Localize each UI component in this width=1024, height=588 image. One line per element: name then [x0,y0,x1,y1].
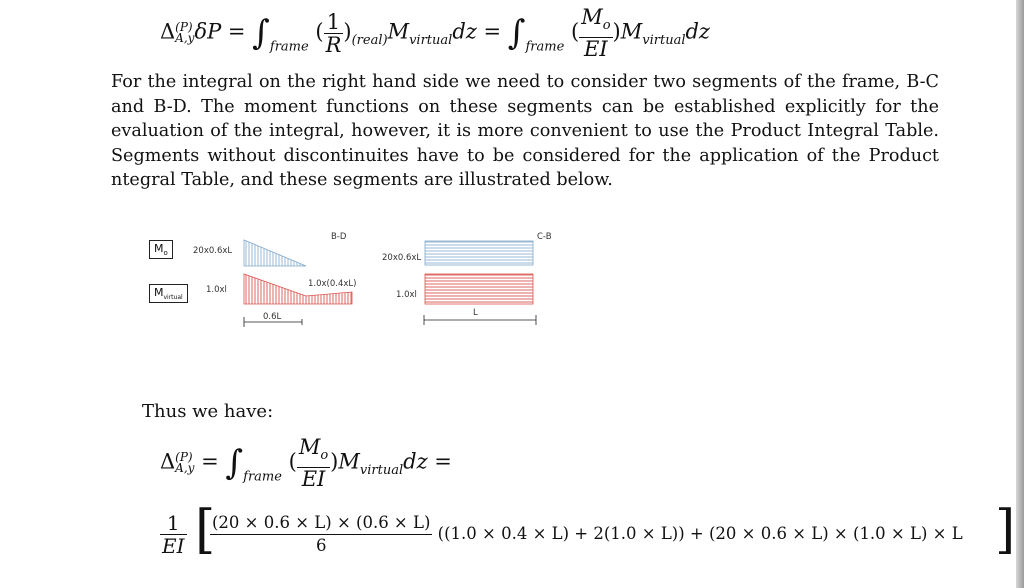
equation-virtual-work [160,6,710,60]
fraction-denominator-4: EI [162,534,185,558]
paren-close: ) [343,19,352,44]
cb-mv-value: 1.0xl [396,290,417,300]
bd-mo-value: 20x0.6xL [193,246,233,256]
dz-term-3: dz = [403,449,452,474]
delta-p-term: δP = [194,19,246,44]
bd-length: 0.6L [263,312,282,322]
virtual-subscript: virtual [409,32,453,48]
bd-mo-triangle [244,240,306,266]
paren-open-3: ( [288,449,297,474]
bd-mv-end-value: 1.0x(0.4xL) [308,279,357,289]
bd-title: B-D [331,232,347,242]
mo-symbol-2: M [298,435,321,459]
mo-symbol: M [581,5,603,29]
integral-sign-3: ∫ [225,443,244,484]
fraction-numerator-2 [579,6,612,37]
paren-open-2: ( [570,19,580,44]
equation-evaluation [160,512,187,557]
bd-mv-trapezoid [244,274,352,304]
delta-symbol: Δ [160,19,176,44]
mo-subscript: o [602,18,611,34]
product-integral-diagram [140,226,560,336]
fraction-numerator-5: (20 × 0.6 × L) × (0.6 × L) [212,513,431,532]
subscript-ay: A,y [175,31,195,46]
integral-subscript: frame [269,39,309,55]
dz-term: dz = [452,19,502,44]
diagram-graphics [140,226,560,336]
mo-label-sub: o [163,249,168,258]
fraction-one-over-ei [160,512,187,557]
mv-label-sub: virtual [163,294,183,302]
evaluation-remainder: ((1.0 × 0.4 × L) + 2(1.0 × L)) + (20 × 0.6 × L) × (1.0 × L) × L [437,524,963,543]
paren-open: ( [315,19,324,44]
explanation-paragraph: For the integral on the right hand side we need to consider two segments of the frame, B-C and B-D. The moment functions on these segments can be established explicitly for the evaluation of the integral, however, it is more convenient to use the Product Integral Table. Segments without discontinuites have to be considered for the application of the Product ntegral Table, and these segments are illustrated below. [111,72,939,191]
mo-label: M [154,242,164,255]
m-virtual-3: M [338,449,360,474]
page-edge [1016,0,1024,588]
integral-subscript-2: frame [525,39,565,55]
integral-sign: ∫ [252,13,270,54]
virtual-subscript-3: virtual [359,462,404,478]
integral-subscript-3: frame [243,469,282,485]
paren-close-3: ) [330,449,339,474]
mo-subscript-2: o [320,448,329,464]
integral-sign-2: ∫ [507,13,526,54]
dz-term-2: dz [685,19,710,44]
thus-line: Thus we have: [142,401,274,422]
cb-mo-value: 20x0.6xL [382,253,422,263]
fraction-mo-over-ei-2 [297,436,330,490]
virtual-subscript-2: virtual [642,32,686,48]
fraction-numerator-4: 1 [166,511,180,535]
left-bracket: [ [195,500,216,560]
fraction-denominator-3: EI [297,467,330,490]
mv-label: M [154,286,164,299]
superscript-p-2: (P) [175,450,193,465]
fraction-one-over-r [324,11,344,56]
fraction-denominator: R [325,32,342,57]
subscript-ay-2: A,y [175,461,195,476]
cb-length: L [473,308,478,318]
paren-close-2: ) [612,19,621,44]
fraction-numerator-3 [297,436,330,467]
fraction-mo-over-ei [579,6,612,60]
equation-deflection [160,436,452,490]
superscript-p: (P) [175,20,193,35]
cb-mv-rectangle [425,274,533,304]
fraction-denominator-2: EI [579,37,612,60]
delta-symbol-2: Δ [160,449,176,474]
cb-mo-rectangle [425,241,533,265]
equals-sign: = [201,449,219,474]
m-virtual: M [387,19,410,44]
right-bracket: ] [995,500,1016,560]
equation-evaluation-body [210,512,963,557]
fraction-denominator-5: 6 [210,534,432,557]
real-subscript: (real) [351,32,388,48]
cb-title: C-B [537,232,552,242]
m-virtual-2: M [620,19,643,44]
fraction-numerator: 1 [326,9,341,34]
bd-mv-value: 1.0xl [206,285,227,295]
fraction-triangle-area [210,512,432,557]
